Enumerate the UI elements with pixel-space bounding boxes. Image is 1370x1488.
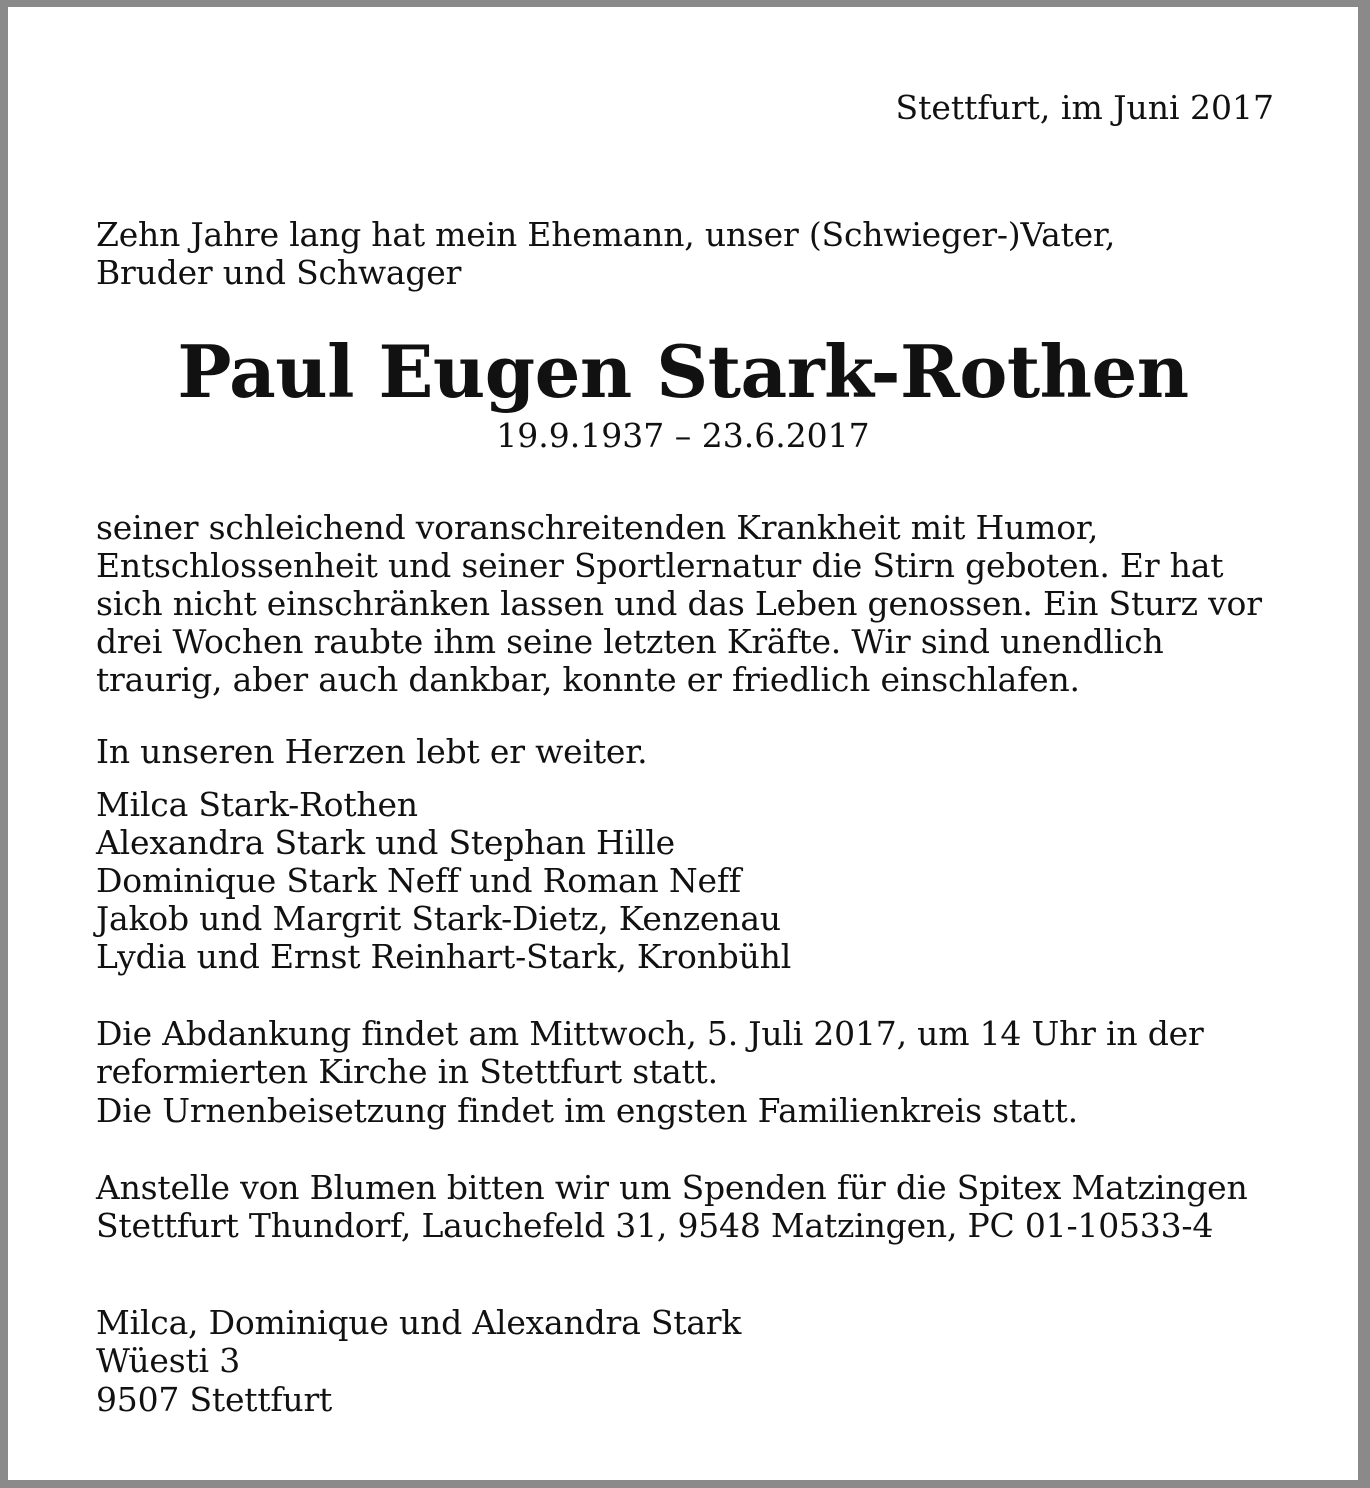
body-line-2: Entschlossenheit und seiner Sportlernatur die Stirn geboten. Er hat <box>96 546 1224 585</box>
intro-line-1: Zehn Jahre lang hat mein Ehemann, unser (Schwieger-)Vater, <box>96 215 1116 254</box>
body-line-5: traurig, aber auch dankbar, konnte er friedlich einschlafen. <box>96 660 1080 699</box>
donation-line-2: Stettfurt Thundorf, Lauchefeld 31, 9548 Matzingen, PC 01-10533-4 <box>96 1206 1214 1245</box>
mourner-2: Alexandra Stark und Stephan Hille <box>96 823 676 862</box>
memorial-line: In unseren Herzen lebt er weiter. <box>96 732 648 771</box>
body-line-4: drei Wochen raubte ihm seine letzten Kräfte. Wir sind unendlich <box>96 622 1164 661</box>
mourner-3: Dominique Stark Neff und Roman Neff <box>96 861 741 900</box>
contact-line-3: 9507 Stettfurt <box>96 1380 333 1419</box>
contact-line-2: Wüesti 3 <box>96 1341 240 1380</box>
body-line-3: sich nicht einschränken lassen und das Leben genossen. Ein Sturz vor <box>96 584 1262 623</box>
mourner-5: Lydia und Ernst Reinhart-Stark, Kronbühl <box>96 937 792 976</box>
funeral-line-2: reformierten Kirche in Stettfurt statt. <box>96 1052 718 1091</box>
funeral-line-1: Die Abdankung findet am Mittwoch, 5. Juli 2017, um 14 Uhr in der <box>96 1014 1204 1053</box>
funeral-line-3: Die Urnenbeisetzung findet im engsten Familienkreis statt. <box>96 1091 1078 1130</box>
deceased-name: Paul Eugen Stark-Rothen <box>177 329 1189 414</box>
mourner-4: Jakob und Margrit Stark-Dietz, Kenzenau <box>96 899 781 938</box>
donation-line-1: Anstelle von Blumen bitten wir um Spenden für die Spitex Matzingen <box>96 1168 1248 1207</box>
mourner-1: Milca Stark-Rothen <box>96 785 418 824</box>
contact-line-1: Milca, Dominique und Alexandra Stark <box>96 1303 742 1342</box>
intro-line-2: Bruder und Schwager <box>96 253 462 292</box>
body-line-1: seiner schleichend voranschreitenden Krankheit mit Humor, <box>96 508 1099 547</box>
place-date: Stettfurt, im Juni 2017 <box>895 88 1274 127</box>
life-dates: 19.9.1937 – 23.6.2017 <box>496 416 870 455</box>
